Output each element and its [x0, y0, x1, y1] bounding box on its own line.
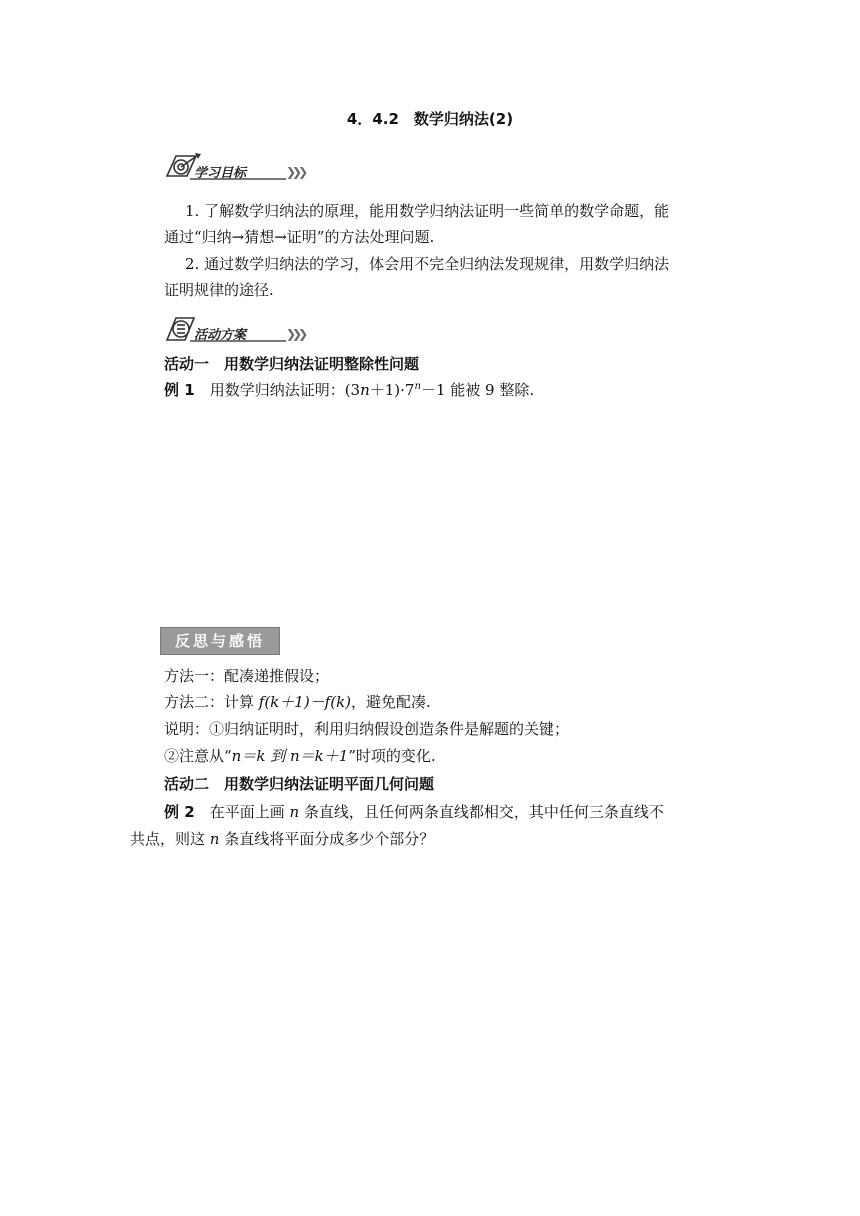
example-2-var: n	[289, 803, 300, 821]
method-2-expression: f(k＋1)－f(k)	[258, 693, 352, 711]
example-2-label: 例 2	[164, 803, 195, 821]
method-1: 方法一：配凑递推假设；	[164, 667, 330, 685]
example-1-var: n	[360, 381, 370, 399]
example-2-line-2	[130, 829, 434, 849]
example-2-line-2-a: 共点，则这	[130, 830, 210, 848]
header-label: 学习目标	[194, 166, 247, 181]
section-header-activity-plan	[164, 314, 324, 344]
page-title: 4．4.2 数学归纳法(2)	[346, 110, 514, 128]
example-1	[164, 380, 534, 400]
note-2-text-a: ②注意从“	[164, 747, 232, 765]
note-2	[164, 746, 436, 766]
example-1-text-a: 用数学归纳法证明：(3	[209, 381, 361, 399]
example-2-line-2-var: n	[209, 830, 220, 848]
method-2	[164, 692, 431, 712]
goal-1-line-1: 1. 了解数学归纳法的原理，能用数学归纳法证明一些简单的数学命题，能	[185, 202, 670, 220]
example-2-line-2-b: 条直线将平面分成多少个部分？	[219, 830, 435, 848]
note-2-text-b: ”时项的变化.	[348, 747, 436, 765]
reflection-header: 反思与感悟	[160, 627, 280, 655]
example-2-text-b: 条直线，且任何两条直线都相交，其中任何三条直线不	[299, 803, 664, 821]
header-label: 活动方案	[194, 328, 247, 343]
method-2-text-a: 方法二：计算	[164, 693, 259, 711]
goal-1-line-2: 通过“归纳→猜想→证明”的方法处理问题.	[164, 228, 435, 246]
chevrons-icon: ❯❯❯	[286, 327, 305, 341]
note-2-expression: n＝k 到 n＝k＋1	[231, 747, 349, 765]
section-header-learning-goals	[164, 152, 324, 182]
activity-2-title: 活动二 用数学归纳法证明平面几何问题	[164, 775, 435, 793]
method-2-text-b: ，避免配凑.	[351, 693, 431, 711]
example-1-text-b: ＋1)·7	[369, 381, 415, 399]
example-1-text-c: －1 能被 9 整除.	[420, 381, 535, 399]
activity-1-title: 活动一 用数学归纳法证明整除性问题	[164, 355, 420, 373]
goal-2-line-1: 2. 通过数学归纳法的学习，体会用不完全归纳法发现规律，用数学归纳法	[185, 255, 670, 273]
example-1-label: 例 1	[164, 381, 195, 399]
goal-2-line-2: 证明规律的途径.	[164, 281, 274, 299]
example-2-line-1	[164, 802, 664, 822]
example-1-exponent: n	[414, 381, 421, 392]
chevrons-icon: ❯❯❯	[286, 165, 305, 179]
example-2-text-a: 在平面上画	[209, 803, 290, 821]
note-1: 说明：①归纳证明时，利用归纳假设创造条件是解题的关键；	[164, 720, 570, 738]
